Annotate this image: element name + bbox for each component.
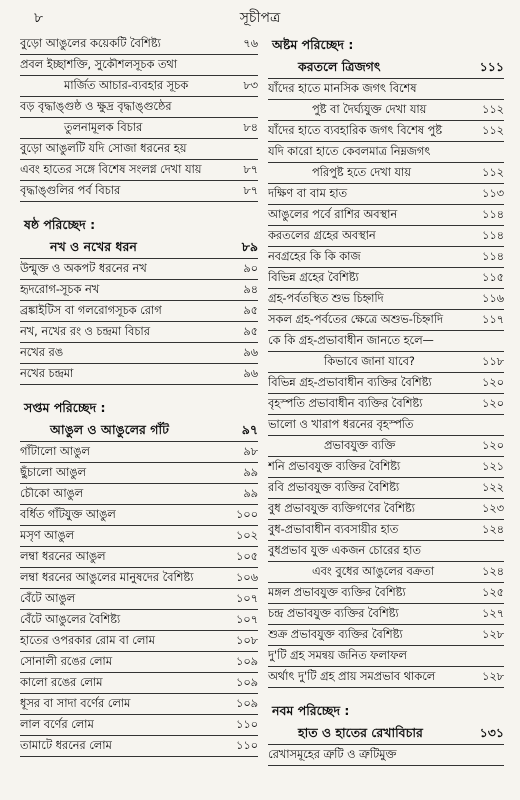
toc-entry-page: ১২১ <box>481 460 504 473</box>
toc-entry-page: ১২৪ <box>481 565 504 578</box>
toc-entry-text: বৃহস্পতি প্রভাবাধীন ব্যক্তির বৈশিষ্ট্য <box>268 397 423 410</box>
toc-entry-page: ১১৩ <box>481 187 504 200</box>
toc-entry-page: ১১৫ <box>482 271 504 284</box>
toc-entry-text: যাঁদের হাতে মানসিক জগৎ বিশেষ <box>268 82 417 95</box>
toc-entry-text: বুধ-প্রভাবাধীন ব্যবসায়ীর হাত <box>268 523 399 536</box>
toc-entry <box>20 259 258 280</box>
toc-entry-page: ১২৭ <box>481 607 504 620</box>
toc-entry-text: অর্থাৎ দু'টি গ্রহ প্রায় সমপ্রভাব থাকলে <box>268 670 436 683</box>
toc-entry <box>20 280 258 301</box>
toc-entry <box>268 79 504 100</box>
toc-entry <box>268 394 504 415</box>
toc-entry-text: রেখাসমূহের ত্রুটি ও ত্রুটিমুক্ত <box>268 748 397 761</box>
toc-entry-page: ৯০ <box>243 262 258 275</box>
chapter-subtitle <box>20 419 258 442</box>
toc-entry <box>20 589 258 610</box>
toc-entry-text: বেঁটে আঙুল <box>20 592 76 605</box>
toc-entry-page: ১১৪ <box>482 250 504 263</box>
toc-entry-page: ১১০ <box>235 739 258 752</box>
toc-entry <box>20 118 258 139</box>
toc-entry <box>268 289 504 310</box>
toc-entry-page: ১০৭ <box>235 592 258 605</box>
toc-entry-page: ১২০ <box>481 439 504 452</box>
toc-entry-text: শনি প্রভাবযুক্ত ব্যক্তির বৈশিষ্ট্য <box>268 460 401 473</box>
toc-entry-text: হাতের ওপরকার রোম বা লোম <box>20 634 155 647</box>
toc-entry <box>20 526 258 547</box>
left-column <box>20 34 258 757</box>
toc-entry-text: বেঁটে আঙুলের বৈশিষ্ট্য <box>20 613 121 626</box>
chapter-title: সপ্তম পরিচ্ছেদ : <box>24 400 106 415</box>
toc-entry-text: করতলের গ্রহের অবস্থান <box>268 229 376 242</box>
toc-entry-text: নখের চন্দ্রমা <box>20 367 74 380</box>
toc-entry-text: বর্ধিত গাঁটযুক্ত আঙুল <box>20 508 116 521</box>
toc-entry <box>20 76 258 97</box>
toc-entry-text: এবং বুধের আঙুলের বক্রতা <box>312 565 435 578</box>
chapter-subtitle-page: ৮৯ <box>241 239 258 254</box>
toc-entry-text: লম্বা ধরনের আঙুল <box>20 550 106 563</box>
toc-entry <box>20 631 258 652</box>
toc-entry-text: বুড়ো আঙুলটি যদি সোজা ধরনের হয় <box>20 142 187 155</box>
toc-entry-page: ১১৪ <box>482 208 504 221</box>
toc-entry-page: ৮৭ <box>243 163 258 176</box>
toc-entry <box>20 652 258 673</box>
toc-entry-text: শুক্র প্রভাবযুক্ত ব্যক্তির বৈশিষ্ট্য <box>268 628 403 641</box>
toc-entry <box>20 505 258 526</box>
toc-entry <box>20 139 258 160</box>
toc-entry <box>268 247 504 268</box>
toc-entry-page: ১০৮ <box>235 634 258 647</box>
toc-entry-page: ১০২ <box>235 529 258 542</box>
toc-entry-text: নখের রঙ <box>20 346 64 359</box>
toc-entry <box>268 352 504 373</box>
toc-entry <box>268 100 504 121</box>
toc-entry-text: উন্মুক্ত ও অকপট ধরনের নখ <box>20 262 147 275</box>
toc-entry <box>20 694 258 715</box>
toc-entry <box>268 415 504 436</box>
toc-entry-page: ১২২ <box>481 481 504 494</box>
toc-entry-text: পরিপুষ্ট হতে দেখা যায় <box>312 166 411 179</box>
toc-entry-text: তুলনামূলক বিচার <box>64 121 143 134</box>
toc-entry-text: হৃদরোগ-সূচক নখ <box>20 283 100 296</box>
toc-entry-page: ১১২ <box>481 103 504 116</box>
toc-entry-text: গাঁটালো আঙুল <box>20 445 90 458</box>
chapter-subtitle <box>20 236 258 259</box>
toc-entry <box>20 610 258 631</box>
chapter-subtitle-text: হাত ও হাতের রেখাবিচার <box>298 725 423 740</box>
toc-entry-text: মসৃণ আঙুল <box>20 529 75 542</box>
toc-entry <box>268 268 504 289</box>
toc-entry-page: ১২৮ <box>481 628 504 641</box>
toc-entry-page: ১২৫ <box>481 586 504 599</box>
toc-entry-page: ১০৬ <box>235 571 258 584</box>
chapter-subtitle <box>268 722 504 745</box>
toc-entry-text: ভালো ও খারাপ ধরনের বৃহস্পতি <box>268 418 414 431</box>
toc-entry <box>20 322 258 343</box>
toc-entry <box>20 160 258 181</box>
chapter-title: ষষ্ঠ পরিচ্ছেদ : <box>24 217 96 232</box>
toc-entry-text: রবি প্রভাবযুক্ত ব্যক্তির বৈশিষ্ট্য <box>268 481 400 494</box>
page-header <box>20 6 500 28</box>
toc-entry-text: নবগ্রহের কি কি কাজ <box>268 250 361 263</box>
toc-entry <box>268 310 504 331</box>
toc-entry-page: ১০৭ <box>235 613 258 626</box>
toc-entry <box>268 142 504 163</box>
toc-entry <box>20 715 258 736</box>
toc-entry <box>268 226 504 247</box>
toc-entry-text: বুড়ো আঙুলের কয়েকটি বৈশিষ্ট্য <box>20 37 161 50</box>
chapter-subtitle-text: করতলে ত্রিজগৎ <box>298 59 381 74</box>
toc-entry <box>268 562 504 583</box>
chapter-subtitle-page: ১১১ <box>479 59 504 74</box>
toc-entry-text: প্রবল ইচ্ছাশক্তি, সুকৌশলসূচক তথা <box>20 58 178 71</box>
toc-entry-page: ১০৯ <box>235 676 258 689</box>
toc-entry-text: মঙ্গল প্রভাবযুক্ত ব্যক্তির বৈশিষ্ট্য <box>268 586 406 599</box>
chapter-subtitle-text: নখ ও নখের ধরন <box>50 239 137 254</box>
toc-entry <box>268 184 504 205</box>
toc-entry-page: ১১৮ <box>482 355 504 368</box>
toc-entry <box>20 34 258 55</box>
toc-entry-page: ৯৫ <box>243 304 258 317</box>
toc-entry-page: ১০০ <box>235 508 258 521</box>
toc-entry-text: কে কি গ্রহ-প্রভাবাধীন জানতে হলে— <box>268 334 434 347</box>
toc-entry-text: চন্দ্র প্রভাবযুক্ত ব্যক্তির বৈশিষ্ট্য <box>268 607 399 620</box>
toc-entry-text: তামাটে ধরনের লোম <box>20 739 112 752</box>
toc-entry-text: বৃদ্ধাঙ্গুলির পর্ব বিচার <box>20 184 121 197</box>
toc-entry <box>20 301 258 322</box>
toc-entry-text: গ্রহ-পর্বতস্থিত শুভ চিহ্নাদি <box>268 292 384 305</box>
toc-entry-page: ৮৪ <box>243 121 258 134</box>
toc-entry-page: ৯৮ <box>243 445 258 458</box>
toc-entry <box>268 583 504 604</box>
toc-entry <box>268 520 504 541</box>
toc-entry-text: ব্রঙ্কাইটিস বা গলরোগসূচক রোগ <box>20 304 162 317</box>
toc-entry-page: ১২০ <box>481 376 504 389</box>
toc-entry-text: সকল গ্রহ-পর্বতের ক্ষেত্রে অশুভ-চিহ্নাদি <box>268 313 443 326</box>
toc-entry <box>268 205 504 226</box>
toc-entry-text: দু'টি গ্রহ সমন্বয় জনিত ফলাফল <box>268 649 407 662</box>
chapter-title: অষ্টম পরিচ্ছেদ : <box>272 37 354 52</box>
toc-entry-text: ধূসর বা সাদা বর্ণের লোম <box>20 697 131 710</box>
toc-entry-page: ৮৭ <box>243 184 258 197</box>
page-number: ৮ <box>34 10 44 26</box>
toc-entry-page: ১১৬ <box>481 292 504 305</box>
toc-entry-text: লম্বা ধরনের আঙুলের মানুষদের বৈশিষ্ট্য <box>20 571 194 584</box>
chapter-subtitle-page: ৯৭ <box>241 422 258 437</box>
toc-entry <box>20 181 258 202</box>
toc-entry-text: নখ, নখের রং ও চন্দ্রমা বিচার <box>20 325 150 338</box>
toc-entry <box>268 499 504 520</box>
toc-entry <box>268 745 504 766</box>
toc-entry-page: ১০৯ <box>235 697 258 710</box>
toc-entry-text: বুধ প্রভাবযুক্ত ব্যক্তিগণের বৈশিষ্ট্য <box>268 502 415 515</box>
toc-entry-page: ১২০ <box>481 397 504 410</box>
toc-entry-text: বিভিন্ন গ্রহ-প্রভাবাধীন ব্যক্তির বৈশিষ্ট্য <box>268 376 432 389</box>
toc-entry-page: ৯৪ <box>243 283 258 296</box>
toc-entry-page: ১১২ <box>481 166 504 179</box>
toc-entry-page: ১১৭ <box>481 313 504 326</box>
toc-entry-text: আঙুলের পর্বে রাশির অবস্থান <box>268 208 398 221</box>
toc-entry <box>268 541 504 562</box>
toc-entry-text: যাঁদের হাতে ব্যবহারিক জগৎ বিশেষ পুষ্ট <box>268 124 443 137</box>
toc-entry-page: ৮৩ <box>243 79 258 92</box>
toc-entry <box>268 646 504 667</box>
toc-entry <box>20 97 258 118</box>
toc-entry <box>268 478 504 499</box>
toc-entry <box>20 547 258 568</box>
toc-entry-text: বিভিন্ন গ্রহের বৈশিষ্ট্য <box>268 271 359 284</box>
toc-entry-text: কিভাবে জানা যাবে? <box>324 355 415 368</box>
chapter-subtitle-text: আঙুল ও আঙুলের গাঁট <box>50 422 169 437</box>
toc-entry-page: ১২৮ <box>481 670 504 683</box>
toc-entry-page: ১২৪ <box>481 523 504 536</box>
toc-entry-page: ১২৩ <box>481 502 504 515</box>
toc-entry <box>20 442 258 463</box>
right-column <box>268 34 504 766</box>
toc-entry-text: প্রভাবযুক্ত ব্যক্তি <box>324 439 396 452</box>
toc-entry <box>268 121 504 142</box>
toc-entry-text: লাল বর্ণের লোম <box>20 718 94 731</box>
toc-entry-text: এবং হাতের সঙ্গে বিশেষ সংলগ্ন দেখা যায় <box>20 163 202 176</box>
toc-entry <box>268 457 504 478</box>
toc-entry-page: ৯৯ <box>243 466 258 479</box>
toc-entry <box>268 163 504 184</box>
toc-entry <box>268 373 504 394</box>
toc-entry <box>268 331 504 352</box>
toc-entry-page: ৭৬ <box>243 37 258 50</box>
chapter-subtitle <box>268 56 504 79</box>
toc-entry <box>268 667 504 688</box>
toc-entry-page: ৯৬ <box>243 367 258 380</box>
toc-entry-page: ৯৯ <box>243 487 258 500</box>
toc-entry-text: যদি কারো হাতে কেবলমাত্র নিম্নজগৎ <box>268 145 431 158</box>
toc-entry-page: ৯৬ <box>243 346 258 359</box>
toc-entry-page: ১১৪ <box>482 229 504 242</box>
toc-entry-page: ৯৫ <box>243 325 258 338</box>
toc-entry-text: পুষ্ট বা দৈর্ঘ্যযুক্ত দেখা যায় <box>312 103 427 116</box>
toc-entry <box>268 436 504 457</box>
toc-entry <box>268 604 504 625</box>
toc-entry-page: ১১২ <box>481 124 504 137</box>
toc-entry-text: সোনালী রঙের লোম <box>20 655 112 668</box>
toc-entry-text: চৌকো আঙুল <box>20 487 84 500</box>
running-title: সূচীপত্র <box>239 10 281 26</box>
toc-entry-text: ছুঁচালো আঙুল <box>20 466 86 479</box>
toc-entry <box>20 463 258 484</box>
toc-entry <box>20 484 258 505</box>
toc-entry-page: ১০৯ <box>235 655 258 668</box>
toc-entry <box>20 568 258 589</box>
toc-entry <box>20 343 258 364</box>
chapter-subtitle-page: ১৩১ <box>479 725 504 740</box>
toc-entry <box>20 736 258 757</box>
toc-entry-text: মার্জিত আচার-ব্যবহার সূচক <box>64 79 189 92</box>
toc-entry-text: বুধপ্রভাব যুক্ত একজন চোরের হাত <box>268 544 421 557</box>
toc-entry-text: কালো রঙের লোম <box>20 676 103 689</box>
toc-entry-page: ১০৫ <box>235 550 258 563</box>
toc-entry <box>20 364 258 385</box>
toc-entry <box>20 673 258 694</box>
toc-entry-text: বড় বৃদ্ধাঙ্গুষ্ঠ ও ক্ষুদ্র বৃদ্ধাঙ্গুষ্ঠের <box>20 100 172 113</box>
toc-entry-page: ১১০ <box>235 718 258 731</box>
toc-entry <box>268 625 504 646</box>
toc-entry-text: দক্ষিণ বা বাম হাত <box>268 187 348 200</box>
chapter-title: নবম পরিচ্ছেদ : <box>272 703 350 718</box>
toc-entry <box>20 55 258 76</box>
